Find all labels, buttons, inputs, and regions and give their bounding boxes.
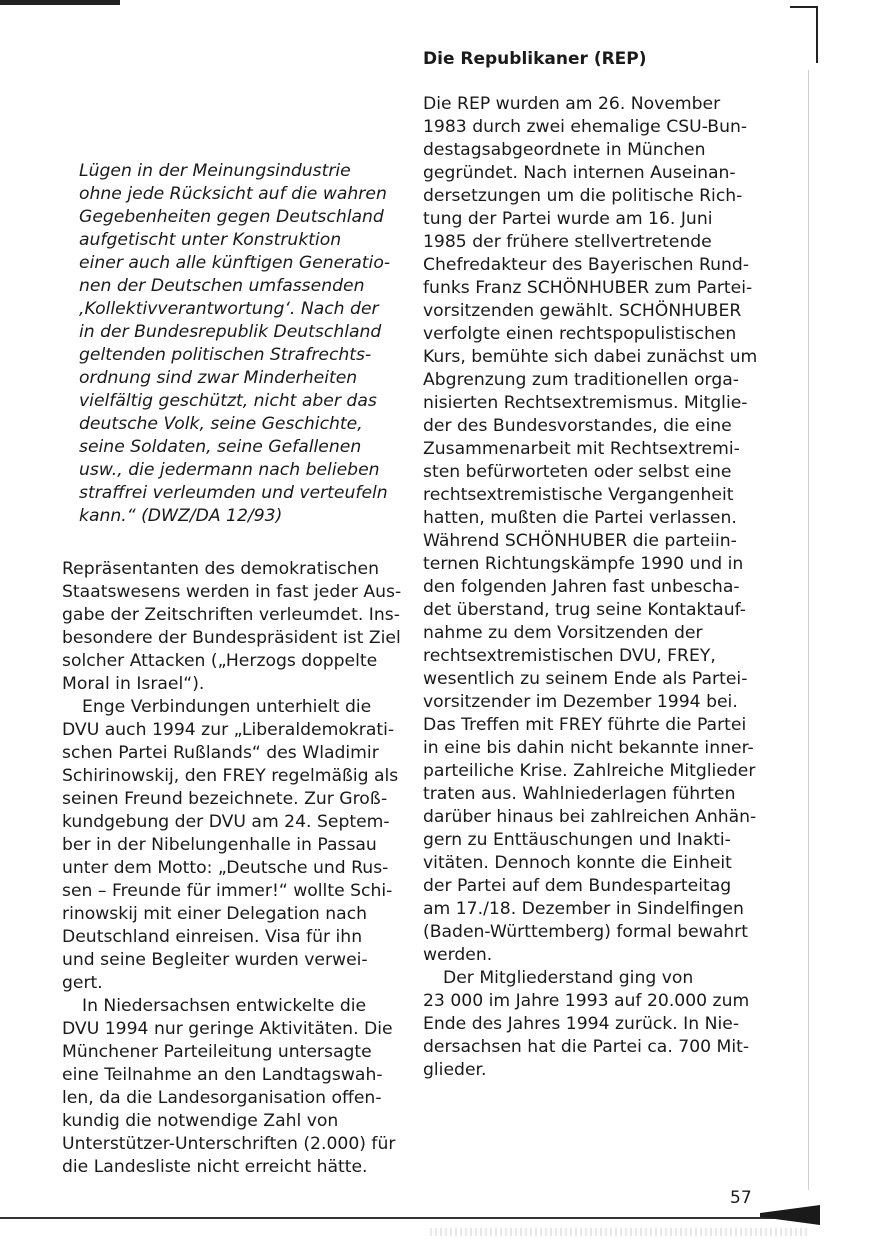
text-line: nahme zu dem Vorsitzenden der bbox=[423, 623, 703, 643]
text-line: verfolgte einen rechtspopulistischen bbox=[423, 324, 737, 344]
text-line: Während SCHÖNHUBER die parteiin- bbox=[423, 531, 737, 551]
scan-bottom-noise bbox=[430, 1228, 810, 1236]
text-line: usw., die jedermann nach belieben bbox=[79, 460, 380, 480]
text-line: traten aus. Wahlniederlagen führten bbox=[423, 784, 736, 804]
page-number: 57 bbox=[730, 1188, 752, 1208]
text-line: werden. bbox=[423, 945, 493, 965]
text-line: am 17./18. Dezember in Sindelfingen bbox=[423, 899, 744, 919]
text-line: dersetzungen um die politische Rich- bbox=[423, 186, 743, 206]
left-column bbox=[62, 558, 412, 1179]
paragraph bbox=[62, 995, 412, 1179]
italic-quote-block bbox=[79, 160, 414, 528]
text-line: vorsitzenden gewählt. SCHÖNHUBER bbox=[423, 301, 742, 321]
text-line: DVU 1994 nur geringe Aktivitäten. Die bbox=[62, 1019, 393, 1039]
text-line: die Landesliste nicht erreicht hätte. bbox=[62, 1157, 368, 1177]
text-line: Das Treffen mit FREY führte die Partei bbox=[423, 715, 747, 735]
text-line: kundgebung der DVU am 24. Septem- bbox=[62, 812, 390, 832]
text-line: den folgenden Jahren fast unbescha- bbox=[423, 577, 740, 597]
text-line: Deutschland einreisen. Visa für ihn bbox=[62, 927, 363, 947]
text-line: dersachsen hat die Partei ca. 700 Mit- bbox=[423, 1037, 750, 1057]
text-line: ‚Kollektivverantwortung‘. Nach der bbox=[79, 299, 379, 319]
text-line: Kurs, bemühte sich dabei zunächst um bbox=[423, 347, 758, 367]
text-line: vitäten. Dennoch konnte die Einheit bbox=[423, 853, 732, 873]
paragraph bbox=[62, 696, 412, 995]
text-line: schen Partei Rußlands“ des Wladimir bbox=[62, 743, 379, 763]
text-line: kundig die notwendige Zahl von bbox=[62, 1111, 339, 1131]
text-line: geltenden politischen Strafrechts- bbox=[79, 345, 372, 365]
text-line: in eine bis dahin nicht bekannte inner- bbox=[423, 738, 754, 758]
text-line: ohne jede Rücksicht auf die wahren bbox=[79, 184, 387, 204]
text-line: besondere der Bundespräsident ist Ziel bbox=[62, 628, 401, 648]
text-line: In Niedersachsen entwickelte die bbox=[82, 996, 367, 1016]
text-line: ordnung sind zwar Minderheiten bbox=[79, 368, 358, 388]
text-line: rinowskij mit einer Delegation nach bbox=[62, 904, 368, 924]
scan-page-edge bbox=[808, 70, 809, 1190]
text-line: Zusammenarbeit mit Rechtsextremi- bbox=[423, 439, 740, 459]
text-line: gern zu Enttäuschungen und Inakti- bbox=[423, 830, 731, 850]
section-heading: Die Republikaner (REP) bbox=[423, 49, 647, 69]
text-line: der des Bundesvorstandes, die eine bbox=[423, 416, 732, 436]
text-line: Enge Verbindungen unterhielt die bbox=[82, 697, 372, 717]
text-line: und seine Begleiter wurden verwei- bbox=[62, 950, 368, 970]
text-line: DVU auch 1994 zur „Liberaldemokrati- bbox=[62, 720, 395, 740]
text-line: Schirinowskij, den FREY regelmäßig als bbox=[62, 766, 399, 786]
text-line: gabe der Zeitschriften verleumdet. Ins- bbox=[62, 605, 400, 625]
text-line: 1985 der frühere stellvertretende bbox=[423, 232, 712, 252]
text-line: unter dem Motto: „Deutsche und Rus- bbox=[62, 858, 389, 878]
paragraph bbox=[62, 558, 412, 696]
text-line: sen – Freunde für immer!“ wollte Schi- bbox=[62, 881, 393, 901]
text-line: parteiliche Krise. Zahlreiche Mitglieder bbox=[423, 761, 756, 781]
text-line: seine Soldaten, seine Gefallenen bbox=[79, 437, 362, 457]
text-line: aufgetischt unter Konstruktion bbox=[79, 230, 342, 250]
paragraph bbox=[423, 93, 763, 967]
text-line: ternen Richtungskämpfe 1990 und in bbox=[423, 554, 744, 574]
text-line: einer auch alle künftigen Generatio- bbox=[79, 253, 391, 273]
text-line: in der Bundesrepublik Deutschland bbox=[79, 322, 382, 342]
text-line: hatten, mußten die Partei verlassen. bbox=[423, 508, 737, 528]
text-line: destagsabgeordnete in München bbox=[423, 140, 706, 160]
right-column bbox=[423, 93, 763, 1082]
text-line: rechtsextremistischen DVU, FREY, bbox=[423, 646, 716, 666]
text-line: solcher Attacken („Herzogs doppelte bbox=[62, 651, 378, 671]
text-line: Repräsentanten des demokratischen bbox=[62, 559, 379, 579]
text-line: glieder. bbox=[423, 1060, 487, 1080]
text-line: vielfältig geschützt, nicht aber das bbox=[79, 391, 377, 411]
text-line: nen der Deutschen umfassenden bbox=[79, 276, 365, 296]
text-line: Staatswesens werden in fast jeder Aus- bbox=[62, 582, 402, 602]
text-line: vorsitzender im Dezember 1994 bei. bbox=[423, 692, 738, 712]
text-line: gert. bbox=[62, 973, 103, 993]
scan-corner-mark bbox=[790, 6, 818, 63]
text-line: darüber hinaus bei zahlreichen Anhän- bbox=[423, 807, 757, 827]
text-line: 1983 durch zwei ehemalige CSU-Bun- bbox=[423, 117, 748, 137]
text-line: eine Teilnahme an den Landtagswah- bbox=[62, 1065, 383, 1085]
scan-bottom-rule bbox=[0, 1210, 820, 1224]
text-line: Münchener Parteileitung untersagte bbox=[62, 1042, 372, 1062]
text-line: sten befürworteten oder selbst eine bbox=[423, 462, 732, 482]
text-line: wesentlich zu seinem Ende als Partei- bbox=[423, 669, 748, 689]
text-line: (Baden-Württemberg) formal bewahrt bbox=[423, 922, 748, 942]
text-line: det überstand, trug seine Kontaktauf- bbox=[423, 600, 746, 620]
paragraph bbox=[423, 967, 763, 1082]
text-line: kann.“ (DWZ/DA 12/93) bbox=[79, 506, 283, 526]
text-line: Abgrenzung zum traditionellen orga- bbox=[423, 370, 739, 390]
text-line: Der Mitgliederstand ging von bbox=[443, 968, 694, 988]
scan-top-rule bbox=[0, 0, 120, 5]
text-line: ber in der Nibelungenhalle in Passau bbox=[62, 835, 377, 855]
text-line: 23 000 im Jahre 1993 auf 20.000 zum bbox=[423, 991, 750, 1011]
text-line: Gegebenheiten gegen Deutschland bbox=[79, 207, 384, 227]
text-line: Chefredakteur des Bayerischen Rund- bbox=[423, 255, 750, 275]
text-line: nisierten Rechtsextremismus. Mitglie- bbox=[423, 393, 748, 413]
text-line: straffrei verleumden und verteufeln bbox=[79, 483, 388, 503]
text-line: gegründet. Nach internen Auseinan- bbox=[423, 163, 736, 183]
text-line: deutsche Volk, seine Geschichte, bbox=[79, 414, 363, 434]
text-line: Lügen in der Meinungsindustrie bbox=[79, 161, 351, 181]
text-line: Die REP wurden am 26. November bbox=[423, 94, 721, 114]
text-line: Unterstützer-Unterschriften (2.000) für bbox=[62, 1134, 396, 1154]
text-line: Ende des Jahres 1994 zurück. In Nie- bbox=[423, 1014, 740, 1034]
text-line: der Partei auf dem Bundesparteitag bbox=[423, 876, 732, 896]
text-line: tung der Partei wurde am 16. Juni bbox=[423, 209, 713, 229]
text-line: len, da die Landesorganisation offen- bbox=[62, 1088, 382, 1108]
text-line: Moral in Israel“). bbox=[62, 674, 205, 694]
text-line: rechtsextremistische Vergangenheit bbox=[423, 485, 734, 505]
text-line: funks Franz SCHÖNHUBER zum Partei- bbox=[423, 278, 753, 298]
text-line: seinen Freund bezeichnete. Zur Groß- bbox=[62, 789, 388, 809]
